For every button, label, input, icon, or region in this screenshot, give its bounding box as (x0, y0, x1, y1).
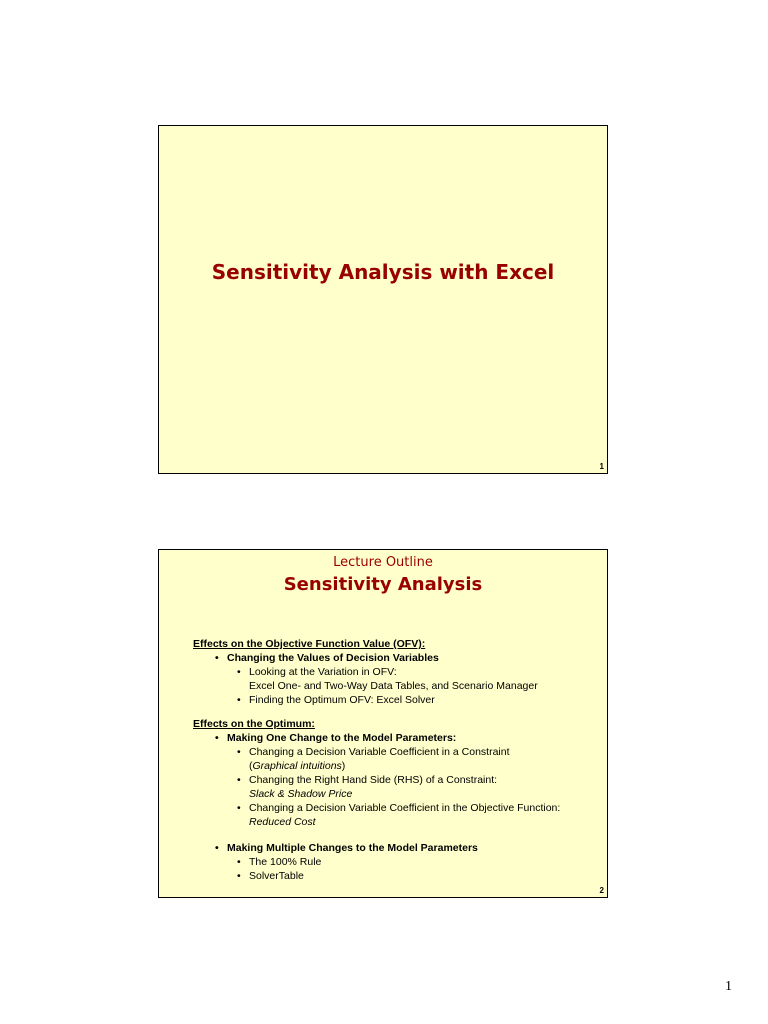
list-subitem (237, 773, 601, 801)
paren-close: ) (341, 760, 346, 772)
slide-2-number: 2 (599, 886, 604, 895)
list-item (215, 731, 601, 745)
list-subitem-text: Changing the Right Hand Side (RHS) of a Constraint: (249, 774, 498, 786)
bullet: • (237, 694, 241, 706)
slide-2-subtitle: Lecture Outline (333, 555, 433, 570)
slide-2 (158, 549, 608, 898)
bullet: • (215, 732, 219, 744)
slide-1-number: 1 (599, 462, 604, 471)
slide-2-title: Sensitivity Analysis (283, 574, 483, 595)
page-number: 1 (725, 979, 732, 994)
paren-open: ( (249, 760, 253, 772)
list-subitem (237, 801, 601, 829)
list-subitem-text: Excel One- and Two-Way Data Tables, and Scenario Manager (249, 680, 538, 692)
bullet: • (215, 842, 219, 854)
list-item (215, 841, 601, 855)
list-subitem (237, 855, 601, 869)
list-item (215, 651, 601, 665)
list-subitem-text: Slack & Shadow Price (249, 788, 353, 800)
list-subitem-text: SolverTable (249, 870, 304, 882)
list-item-text: Changing the Values of Decision Variables (227, 652, 439, 664)
bullet: • (237, 666, 241, 678)
section-ofv-heading: Effects on the Objective Function Value (OFV): (193, 638, 426, 650)
list-subitem-text: Changing a Decision Variable Coefficient in a Constraint (249, 746, 510, 758)
bullet: • (237, 746, 241, 758)
bullet: • (237, 802, 241, 814)
bullet: • (215, 652, 219, 664)
list-subitem-text: Graphical intuitions (252, 760, 342, 772)
bullet: • (237, 870, 241, 882)
section-optimum-heading: Effects on the Optimum: (193, 718, 315, 730)
slide-2-body (193, 637, 601, 883)
list-subitem-text: Finding the Optimum OFV: Excel Solver (249, 694, 435, 706)
bullet: • (237, 856, 241, 868)
slide-1 (158, 125, 608, 474)
slide-1-title: Sensitivity Analysis with Excel (211, 260, 555, 284)
list-subitem-text: The 100% Rule (249, 856, 322, 868)
list-subitem (237, 693, 601, 707)
list-item-text: Making Multiple Changes to the Model Parameters (227, 842, 478, 854)
list-subitem-text: Reduced Cost (249, 816, 316, 828)
list-subitem (237, 745, 601, 773)
list-subitem (237, 665, 601, 693)
list-subitem-text: Changing a Decision Variable Coefficient in the Objective Function: (249, 802, 561, 814)
list-subitem-text: Looking at the Variation in OFV: (249, 666, 397, 678)
bullet: • (237, 774, 241, 786)
list-subitem (237, 869, 601, 883)
list-item-text: Making One Change to the Model Parameters: (227, 732, 457, 744)
